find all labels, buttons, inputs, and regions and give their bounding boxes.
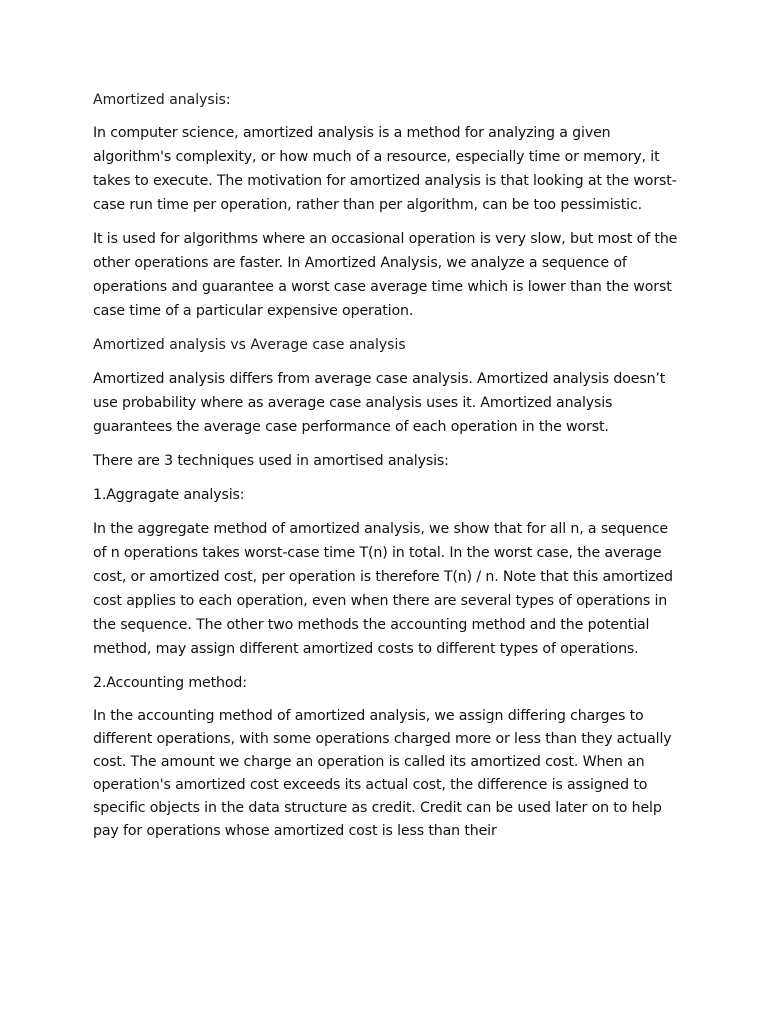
paragraph-aggregate: In the aggregate method of amortized analysis, we show that for all n, a sequence of n operations takes worst-case time T(n) in total. In the worst case, the average cost, or amortized cost, per operation is therefore T(n) / n. Note that this amortized cost applies to each operation, even when there are several types of operations in the sequence. The other two methods the accounting method and the potential method, may assign different amortized costs to different types of operations. (93, 521, 673, 657)
paragraph-intro: In computer science, amortized analysis is a method for analyzing a given algorithm's complexity, or how much of a resource, especially time or memory, it takes to execute. The motivation for amortized analysis is that looking at the worst-case run time per operation, rather than per algorithm, can be too pessimistic. (93, 125, 677, 213)
section-heading-accounting: 2.Accounting method: (93, 675, 247, 691)
document-page (93, 88, 683, 843)
document-title: Amortized analysis: (93, 92, 231, 108)
paragraph-usage: It is used for algorithms where an occasional operation is very slow, but most of the other operations are faster. In Amortized Analysis, we analyze a sequence of operations and guarantee a worst case average time which is lower than the worst case time of a particular expensive operation. (93, 231, 678, 319)
section-heading-aggregate: 1.Aggragate analysis: (93, 487, 245, 503)
paragraph-techniques: There are 3 techniques used in amortised analysis: (93, 453, 449, 469)
paragraph-comparison: Amortized analysis differs from average case analysis. Amortized analysis doesn’t use probability where as average case analysis uses it. Amortized analysis guarantees the average case performance of each operation in the worst. (93, 371, 666, 435)
paragraph-accounting: In the accounting method of amortized analysis, we assign differing charges to different operations, with some operations charged more or less than they actually cost. The amount we charge an operation is called its amortized cost. When an operation's amortized cost exceeds its actual cost, the difference is assigned to specific objects in the data structure as credit. Credit can be used later on to help pay for operations whose amortized cost is less than their (93, 708, 672, 839)
section-heading-comparison: Amortized analysis vs Average case analysis (93, 337, 406, 353)
